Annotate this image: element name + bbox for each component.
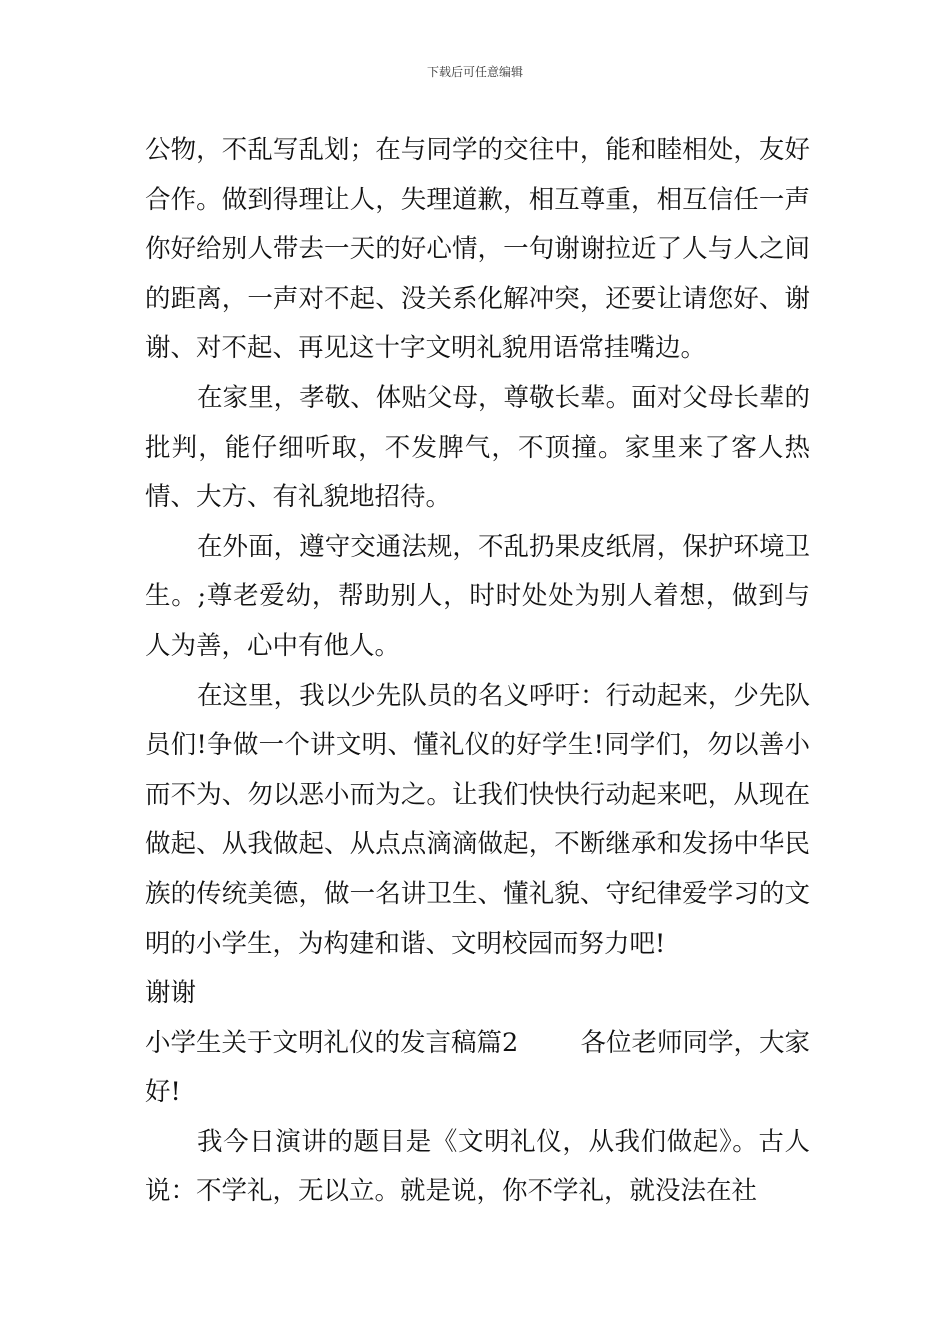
section-title-line [145,1019,810,1069]
paragraph-1: 公物，不乱写乱划；在与同学的交往中，能和睦相处，友好合作。做到得理让人，失理道歉，相互尊重，相互信任一声你好给别人带去一天的好心情，一句谢谢拉近了人与人之间的距离，一声对不起、没关系化解冲突，还要让请您好、谢谢、对不起、再见这十字文明礼貌用语常挂嘴边。 [145,135,810,364]
greeting-start: 各位老师同学，大家 [580,1027,810,1058]
greeting-end: 好! [145,1077,181,1108]
paragraph-3: 在外面，遵守交通法规，不乱扔果皮纸屑，保护环境卫生。;尊老爱幼，帮助别人，时时处处为别人着想，做到与人为善，心中有他人。 [145,531,810,661]
header-note: 下载后可任意编辑 [426,65,523,79]
paragraph-4: 在这里，我以少先队员的名义呼吁：行动起来，少先队员们!争做一个讲文明、懂礼仪的好学生!同学们，勿以善小而不为、勿以恶小而为之。让我们快快行动起来吧，从现在做起、从我做起、从点点滴滴做起，不断继承和发扬中华民族的传统美德，做一名讲卫生、懂礼貌、守纪律爱学习的文明的小学生，为构建和谐、文明校园而努力吧! [145,680,810,959]
document-body [145,126,810,1217]
paragraph-5: 我今日演讲的题目是《文明礼仪，从我们做起》。古人说：不学礼，无以立。就是说，你不学礼，就没法在社 [145,1126,810,1207]
section-title: 小学生关于文明礼仪的发言稿篇2 [145,1027,519,1058]
paragraph-2: 在家里，孝敬、体贴父母，尊敬长辈。面对父母长辈的批判，能仔细听取，不发脾气，不顶撞。家里来了客人热情、大方、有礼貌地招待。 [145,382,810,513]
paragraph-4-ending: 谢谢 [145,978,197,1009]
